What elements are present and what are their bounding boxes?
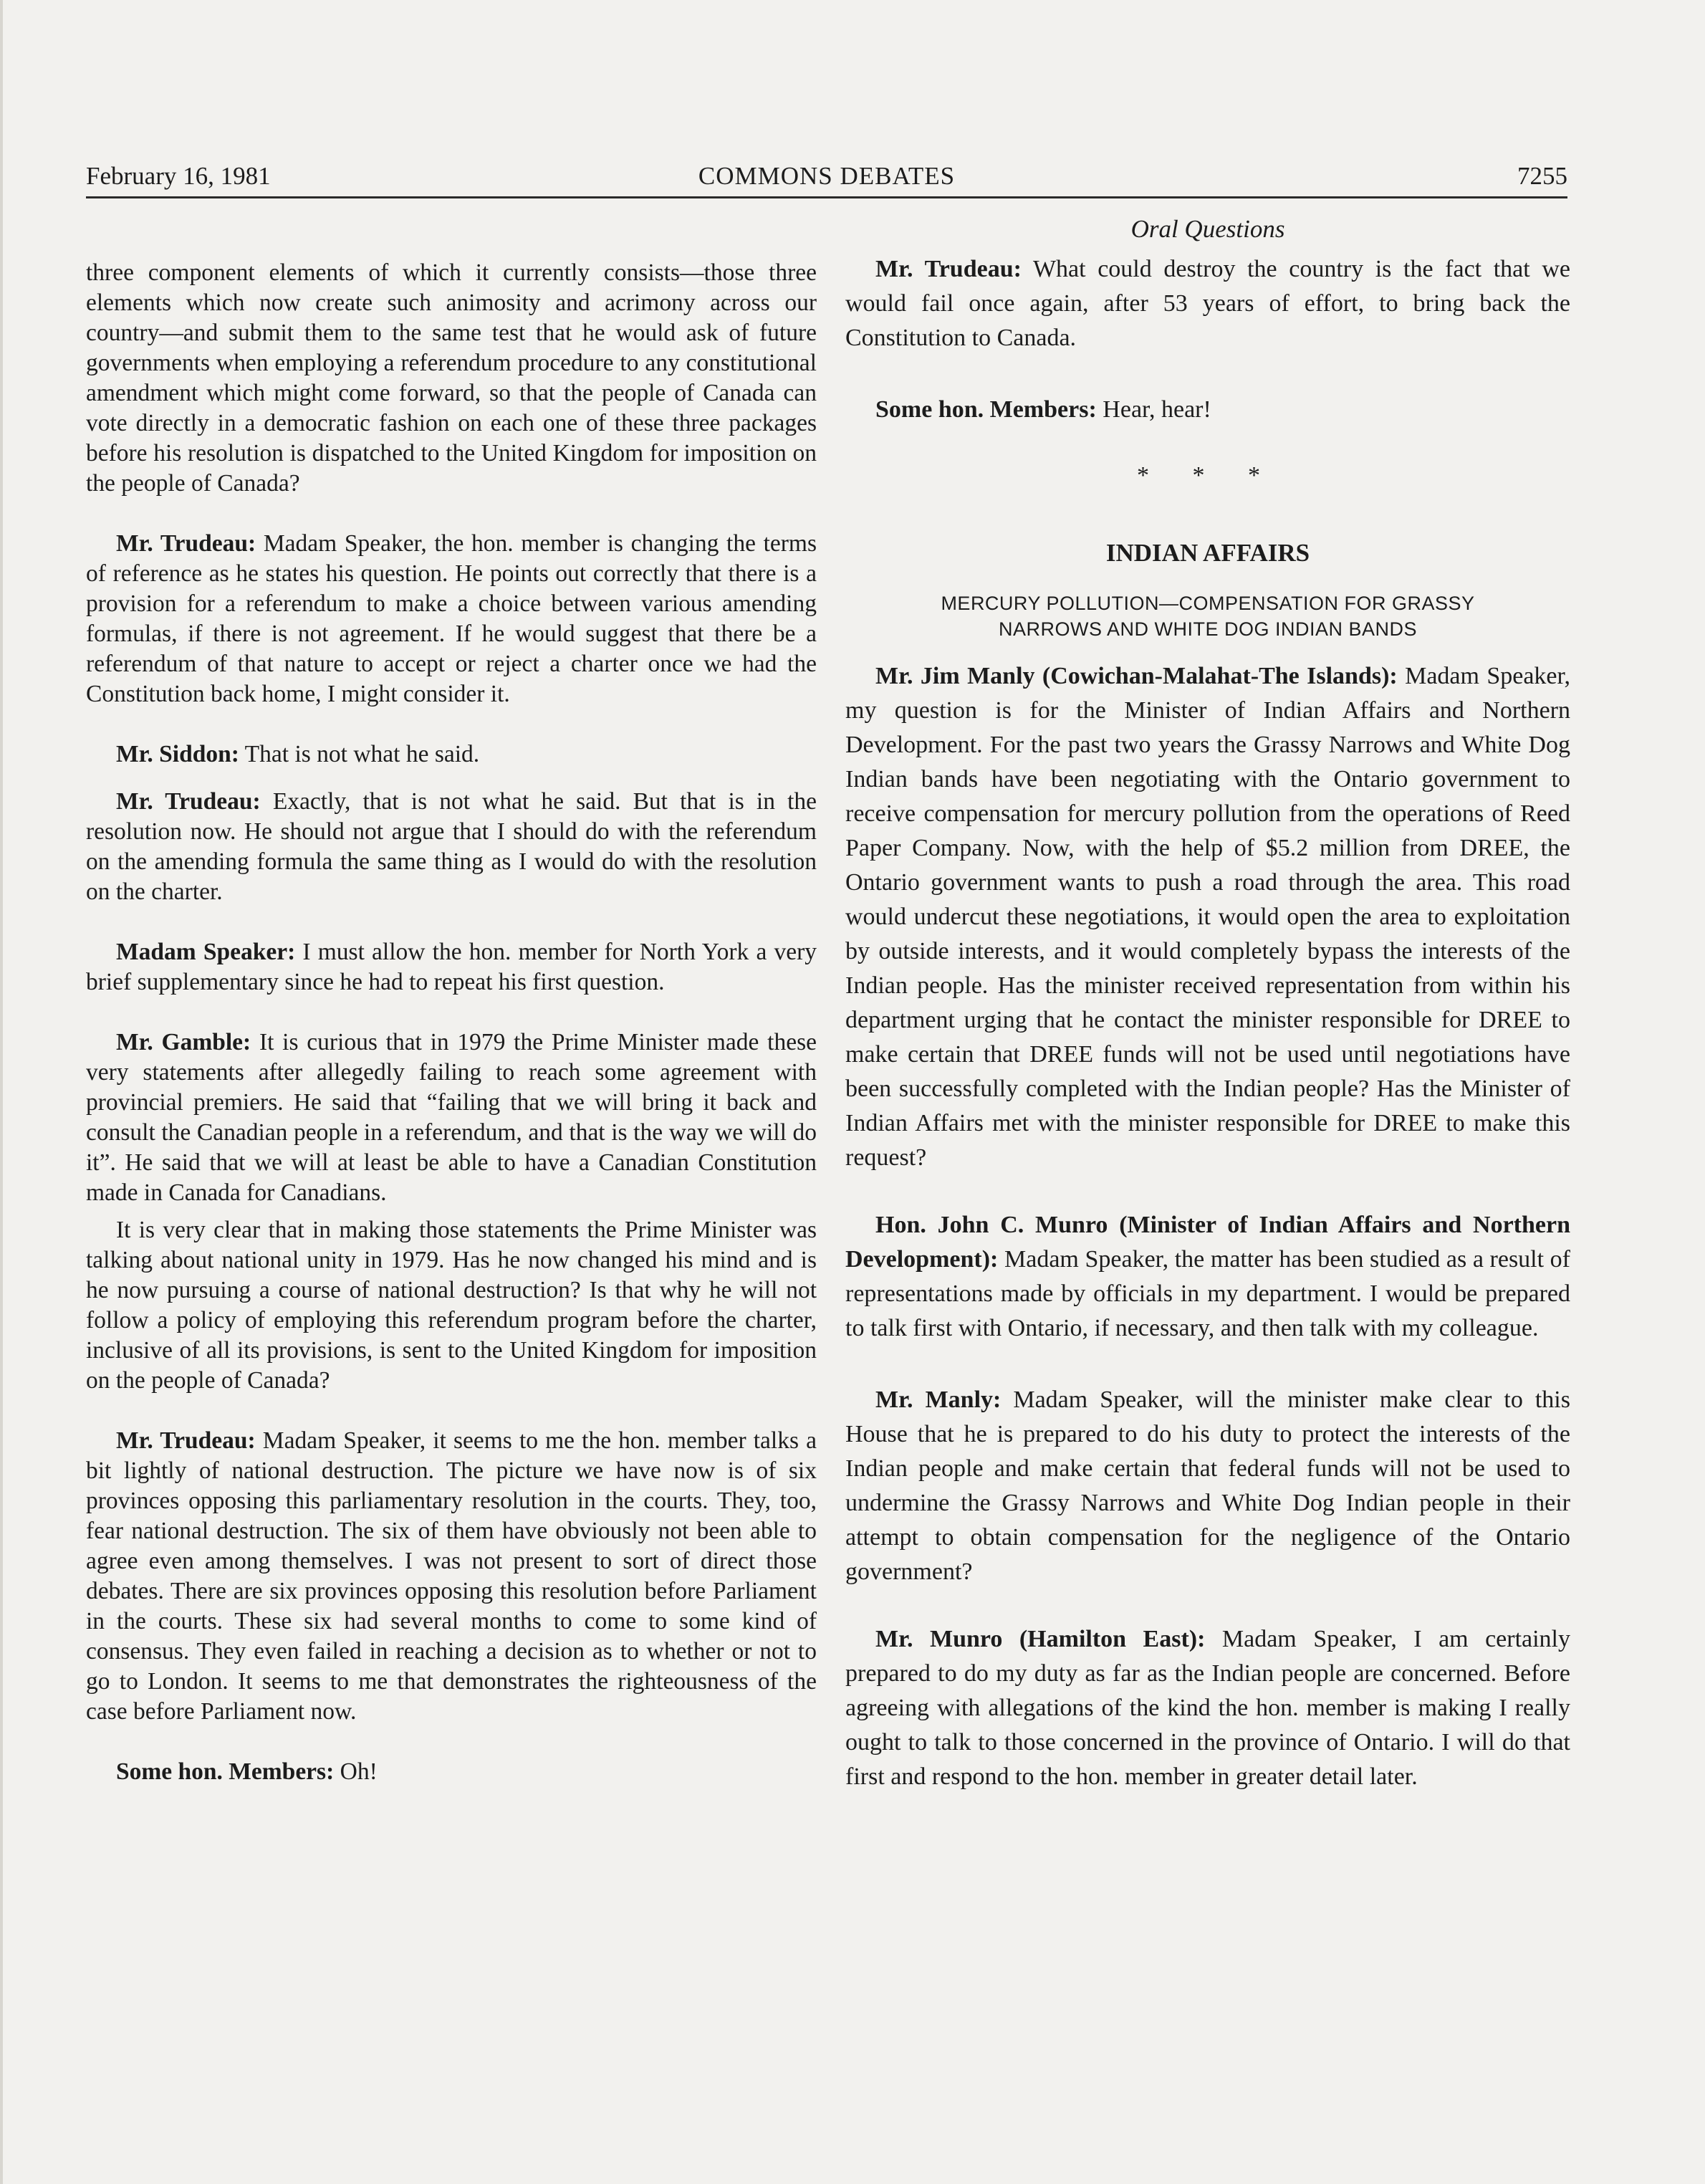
speech-text: What could destroy the country is the fact that we would fail once again, after 53 years of effort, to bring back the Constitution to Canada. — [845, 256, 1570, 351]
speaker-name: Mr. Jim Manly (Cowichan-Malahat-The Islands): — [875, 663, 1398, 689]
speaker-name: Madam Speaker: — [116, 939, 296, 965]
speech-text: Madam Speaker, the hon. member is changing the terms of reference as he states his question. He points out correctly that there is a provision for a referendum to make a choice between various amending formulas, if there is not agreement. If he would suggest that there be a referendum of that nature to accept or reject a charter once we had the Constitution back home, I might consider it. — [86, 530, 817, 707]
paragraph: It is very clear that in making those statements the Prime Minister was talking about national unity in 1979. Has he now changed his mind and is he now pursuing a course of national destruction? Is that why he will not follow a policy of employing this referendum program before the charter, inclusive of all its provisions, is sent to the United Kingdom for imposition on the people of Canada? — [86, 1217, 817, 1394]
page-header — [86, 159, 1567, 198]
scan-edge — [0, 0, 3, 2184]
paragraph — [845, 252, 1570, 355]
right-column — [845, 212, 1570, 1794]
header-date: February 16, 1981 — [86, 162, 271, 190]
speech-text: Madam Speaker, the matter has been studied as a result of representations made by officials in my department. I would be prepared to talk first with Ontario, if necessary, and then talk with my colleague. — [845, 1246, 1570, 1341]
speech-text: Madam Speaker, will the minister make clear to this House that he is prepared to do his duty to protect the interests of the Indian people and make certain that federal funds will not be used to undermine the Grassy Narrows and White Dog Indian people in their attempt to obtain compensation for the negligence of the Ontario government? — [845, 1386, 1570, 1585]
paragraph — [845, 393, 1570, 427]
section-separator: * * * — [1137, 462, 1279, 489]
paragraph — [86, 1028, 817, 1208]
speech-text: Oh! — [334, 1758, 378, 1785]
speech-text: Madam Speaker, my question is for the Minister of Indian Affairs and Northern Development. For the past two years the Grassy Narrows and White Dog Indian bands have been negotiating with the Ontario government to receive compensation for mercury pollution from the operations of Reed Paper Company. Now, with the help of $5.2 million from DREE, the Ontario government wants to push a road through the area. This road would undercut these negotiations, it would open the area to exploitation by outside interests, and it would completely bypass the interests of the Indian people. Has the minister received representation from within his department urging that he contact the minister responsible for DREE to make certain that DREE funds will not be used until negotiations have been successfully completed with the Indian people? Has the Minister of Indian Affairs met with the minister responsible for DREE to make this request? — [845, 663, 1570, 1171]
paragraph: three component elements of which it currently consists—those three elements which now create such animosity and acrimony across our country—and submit them to the same test that he would ask of future governments when employing a referendum procedure to any constitutional amendment which might come forward, so that the people of Canada can vote directly in a democratic fashion on each one of these three packages before his resolution is dispatched to the United Kingdom for imposition on the people of Canada? — [86, 259, 817, 497]
speech-text: Hear, hear! — [1096, 396, 1211, 423]
speaker-name: Mr. Trudeau: — [875, 256, 1022, 282]
speaker-name: Some hon. Members: — [875, 396, 1097, 423]
paragraph — [86, 529, 817, 709]
speaker-name: Mr. Manly: — [875, 1386, 1002, 1413]
section-label: Oral Questions — [1130, 215, 1285, 243]
subheading-line: MERCURY POLLUTION—COMPENSATION FOR GRASSY — [941, 593, 1475, 614]
paragraph — [845, 1383, 1570, 1589]
paragraph — [86, 1757, 817, 1787]
paragraph — [845, 1208, 1570, 1346]
speaker-name: Mr. Gamble: — [116, 1029, 251, 1055]
speaker-name: Mr. Trudeau: — [116, 530, 256, 557]
speaker-name: Mr. Trudeau: — [116, 1427, 256, 1454]
speaker-name: Some hon. Members: — [116, 1758, 335, 1785]
speech-text: Exactly, that is not what he said. But that is in the resolution now. He should not argue that I should do with the referendum on the amending formula the same thing as I would do with the resolution on the charter. — [86, 788, 817, 905]
speaker-name: Mr. Siddon: — [116, 741, 239, 767]
speaker-name: Hon. John C. Munro (Minister of Indian Affairs and Northern Development): — [845, 1212, 1570, 1273]
page-number: 7255 — [1517, 162, 1567, 190]
speech-text: That is not what he said. — [239, 741, 480, 767]
speech-text: Madam Speaker, it seems to me the hon. member talks a bit lightly of national destruction. The picture we have now is of six provinces opposing this parliamentary resolution in the courts. They, too, fear national destruction. The six of them have obviously not been able to agree even among themselves. I was not present to sort of direct those debates. There are six provinces opposing this resolution before Parliament in the courts. These six had several months to come to some kind of consensus. They even failed in reaching a decision as to whether or not to go to London. It seems to me that demonstrates the righteousness of the case before Parliament now. — [86, 1427, 817, 1725]
paragraph — [86, 739, 817, 770]
paragraph — [845, 1622, 1570, 1794]
speaker-name: Mr. Munro (Hamilton East): — [875, 1626, 1206, 1652]
paragraph — [86, 937, 817, 997]
section-heading: INDIAN AFFAIRS — [1105, 539, 1310, 567]
header-title: COMMONS DEBATES — [698, 162, 956, 190]
left-column — [86, 258, 817, 1787]
speech-text: I must allow the hon. member for North York a very brief supplementary since he had to repeat his first question. — [86, 939, 817, 995]
paragraph — [86, 787, 817, 907]
subheading-line: NARROWS AND WHITE DOG INDIAN BANDS — [998, 618, 1418, 640]
speech-text: It is curious that in 1979 the Prime Minister made these very statements after allegedly failing to reach some agreement with provincial premiers. He said that “failing that we will bring it back and consult the Canadian people in a referendum, and that is the way we will do it”. He said that we will at least be able to have a Canadian Constitution made in Canada for Canadians. — [86, 1029, 817, 1206]
speaker-name: Mr. Trudeau: — [116, 788, 261, 815]
paragraph — [86, 1426, 817, 1727]
subsection-heading — [845, 590, 1570, 642]
paragraph — [845, 659, 1570, 1175]
speech-text: Madam Speaker, I am certainly prepared to do my duty as far as the Indian people are concerned. Before agreeing with allegations of the kind the hon. member is making I really ought to talk to those concerned in the province of Ontario. I will do that first and respond to the hon. member in greater detail later. — [845, 1626, 1571, 1790]
